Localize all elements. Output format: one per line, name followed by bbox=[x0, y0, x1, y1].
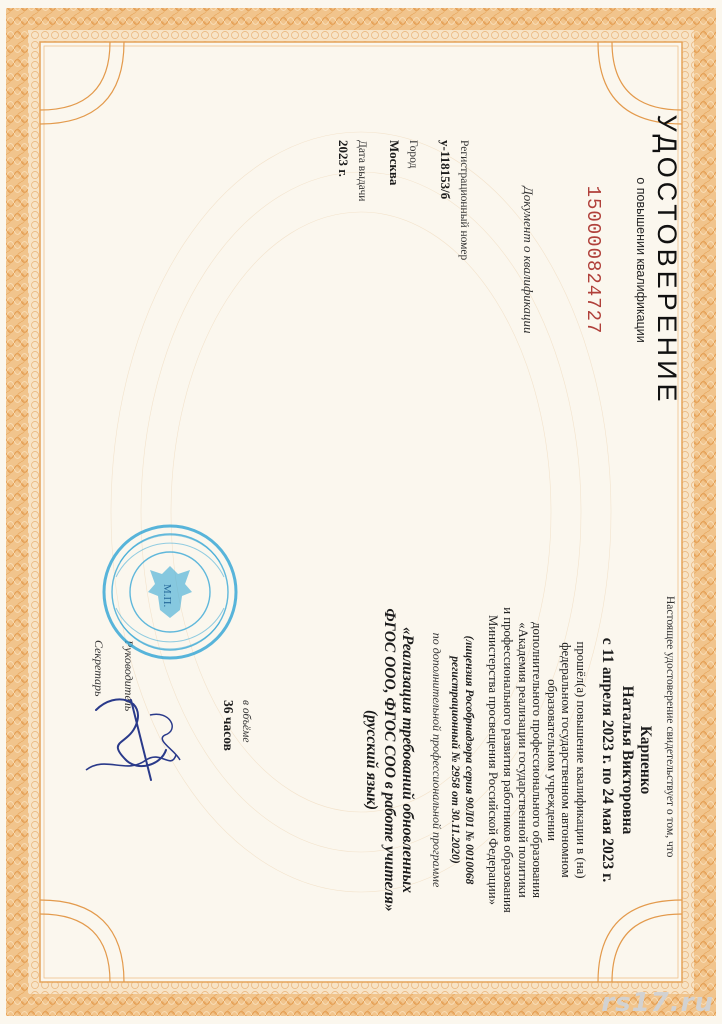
program-line: (русский язык) bbox=[363, 709, 380, 811]
reg-number-label: Регистрационный номер bbox=[458, 140, 470, 261]
issue-date: 2023 г. bbox=[336, 140, 351, 177]
org-line: дополнительного профессионального образования bbox=[530, 621, 545, 899]
city: Москва bbox=[387, 140, 402, 186]
official-stamp bbox=[100, 522, 240, 662]
issue-date-label: Дата выдачи bbox=[356, 140, 368, 202]
head-label: Руководитель bbox=[122, 640, 136, 712]
reg-number: у-118153/б bbox=[438, 140, 453, 200]
given-names: Наталья Викторовна bbox=[619, 685, 636, 835]
document-label: Документ о квалификации bbox=[521, 186, 536, 334]
program-label: по дополнительной профессиональной программе bbox=[430, 632, 444, 888]
org-line: федеральном государственном автономном bbox=[559, 642, 574, 878]
program-title bbox=[362, 560, 416, 960]
org-line: Министерства просвещения Российской Федерации» bbox=[486, 614, 501, 905]
hours: 36 часов bbox=[221, 700, 236, 751]
training-period: с 11 апреля 2023 г. по 24 мая 2023 г. bbox=[599, 637, 616, 883]
program-line: «Реализация требований обновленных bbox=[399, 627, 416, 893]
org-line: прошёл(а) повышение квалификации в (на) bbox=[574, 641, 588, 879]
watermark: rs17.ru bbox=[601, 988, 714, 1018]
license-line: (лицензия Рособрнадзора серия 90Л01 № 0010068 bbox=[463, 635, 475, 885]
program-line: ФГОС ООО, ФГОС СОО в работе учителя» bbox=[381, 608, 398, 912]
intro-text: Настоящее удостоверение свидетельствует о том, что bbox=[664, 596, 676, 858]
volume-label: в объёме bbox=[240, 700, 252, 743]
surname: Карпенко bbox=[637, 725, 654, 795]
org-line: и профессионального развития работников образования bbox=[501, 607, 516, 913]
org-line: образовательном учреждении bbox=[544, 679, 559, 841]
certificate-subtitle: о повышении квалификации bbox=[634, 177, 648, 343]
stamp-mark: М.П. bbox=[161, 584, 173, 608]
city-label: Город bbox=[407, 140, 419, 169]
org-line: «Академия реализации государственной политики bbox=[515, 622, 530, 898]
certificate-title: УДОСТОВЕРЕНИЕ bbox=[652, 114, 682, 406]
certificate-content bbox=[36, 40, 686, 984]
organization-block bbox=[486, 560, 588, 960]
certificate-number: 150000824727 bbox=[582, 185, 604, 335]
license-block bbox=[448, 560, 476, 960]
license-line: регистрационный № 2958 от 30.11.2020) bbox=[449, 656, 461, 864]
secretary-label: Секретарь bbox=[92, 640, 106, 697]
signature-secretary bbox=[140, 705, 190, 765]
